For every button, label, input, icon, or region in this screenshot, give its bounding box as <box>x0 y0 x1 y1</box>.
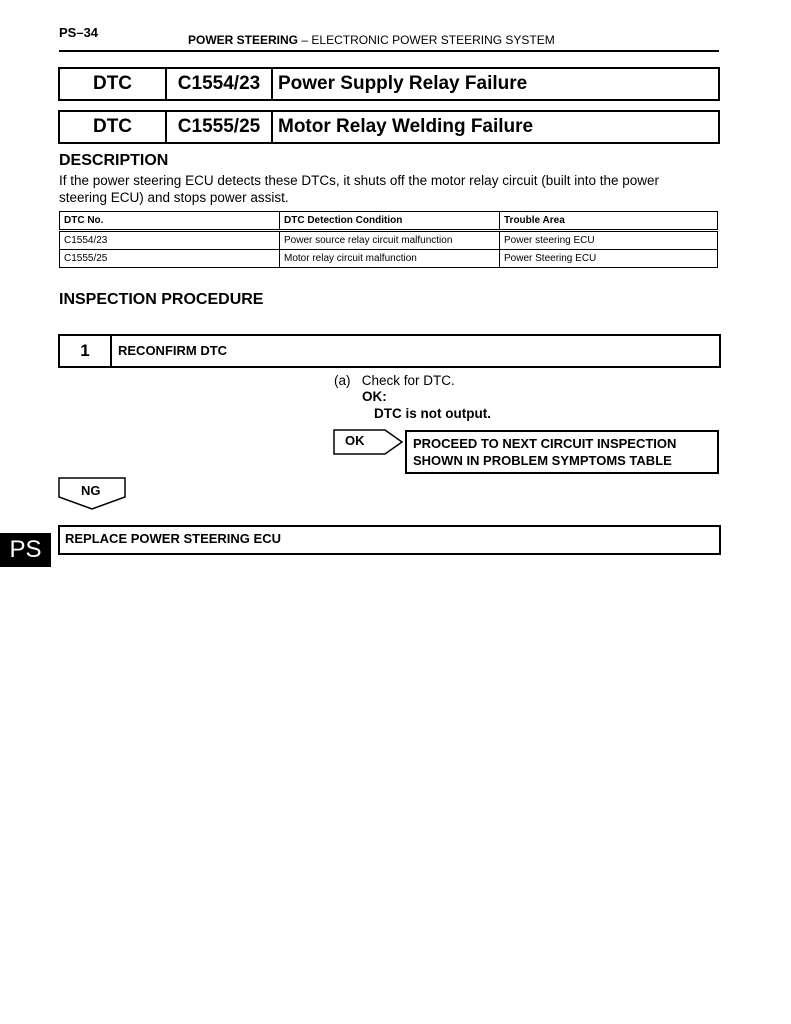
ok-heading: OK: <box>362 389 387 404</box>
page-number: PS–34 <box>59 25 99 40</box>
dtc-name: Power Supply Relay Failure <box>278 73 528 94</box>
table-header-cell: DTC Detection Condition <box>280 212 500 231</box>
check-item: (a) Check for DTC. <box>334 373 455 388</box>
header-title <box>188 33 555 47</box>
step-box <box>58 334 721 368</box>
table-row <box>60 231 718 250</box>
description-text: If the power steering ECU detects these DTCs, it shuts off the motor relay circuit (built into the power steering ECU) and stops power assist. <box>59 173 660 205</box>
ok-arrow-icon <box>333 429 405 457</box>
dtc-code: C1555/25 <box>167 112 273 142</box>
table-cell: Power steering ECU <box>500 231 718 250</box>
dtc-label: DTC <box>60 69 167 99</box>
table-cell: C1554/23 <box>60 231 280 250</box>
section-tab: PS <box>0 533 51 567</box>
step-number: 1 <box>60 336 112 366</box>
table-header-row <box>60 212 718 231</box>
dtc-code: C1554/23 <box>167 69 273 99</box>
table-header-cell: Trouble Area <box>500 212 718 231</box>
description-heading: DESCRIPTION <box>59 152 169 169</box>
ok-result: DTC is not output. <box>374 406 491 421</box>
dtc-label: DTC <box>60 112 167 142</box>
ok-label: OK <box>345 433 365 448</box>
ng-label: NG <box>81 483 101 498</box>
header-subsection: ELECTRONIC POWER STEERING SYSTEM <box>311 33 555 47</box>
dtc-title-box <box>58 67 720 101</box>
dtc-title-box <box>58 110 720 144</box>
dtc-name: Motor Relay Welding Failure <box>278 116 534 137</box>
table-header-cell: DTC No. <box>60 212 280 231</box>
header-separator: – <box>301 33 309 47</box>
ng-action-box <box>58 525 721 555</box>
step-title: RECONFIRM DTC <box>118 343 228 358</box>
inspection-heading: INSPECTION PROCEDURE <box>59 291 264 308</box>
header-rule <box>59 50 719 52</box>
table-cell: Power Steering ECU <box>500 250 718 268</box>
dtc-table <box>59 211 718 268</box>
header-section: POWER STEERING <box>188 33 299 47</box>
ok-action-box: PROCEED TO NEXT CIRCUIT INSPECTION SHOWN IN PROBLEM SYMPTOMS TABLE <box>405 430 719 474</box>
table-cell: Motor relay circuit malfunction <box>280 250 500 268</box>
table-cell: Power source relay circuit malfunction <box>280 231 500 250</box>
ng-action-text: REPLACE POWER STEERING ECU <box>65 531 281 546</box>
table-row <box>60 250 718 268</box>
table-cell: C1555/25 <box>60 250 280 268</box>
